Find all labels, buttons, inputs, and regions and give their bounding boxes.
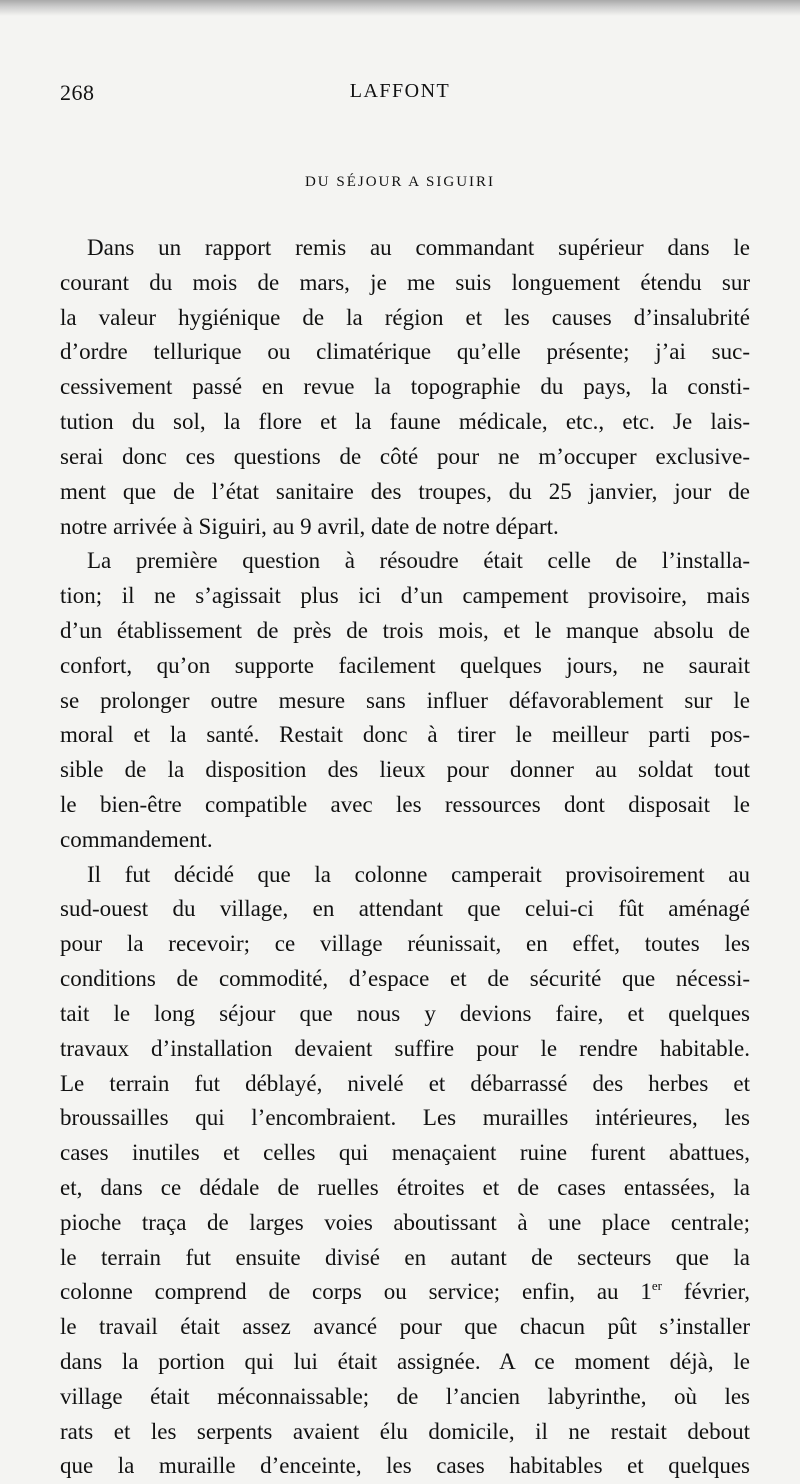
text-line: sud-ouest du village, en attendant que celui-ci fût aménagé (60, 896, 750, 922)
text-line-part: février, (683, 1279, 750, 1305)
text-line: le travail était assez avancé pour que chacun pût s’installer (60, 1314, 750, 1340)
text-line: cases inutiles et celles qui menaçaient ruine furent abattues, (60, 1140, 750, 1166)
text-line: serai donc ces questions de côté pour ne m’occuper exclusive- (60, 443, 750, 469)
text-line: dans la portion qui lui était assignée. A ce moment déjà, le (60, 1349, 750, 1374)
text-line: le terrain fut ensuite divisé en autant de secteurs que la (60, 1244, 750, 1270)
text-line: village était méconnaissable; de l’ancien labyrinthe, où les (60, 1383, 750, 1409)
text-line: cessivement passé en revue la topographie du pays, la consti- (60, 374, 750, 400)
text-line: Le terrain fut déblayé, nivelé et débarrassé des herbes et (60, 1070, 750, 1096)
text-line: commandement. (60, 826, 213, 852)
text-line: La première question à résoudre était celle de l’installa- (87, 548, 750, 574)
text-line: courant du mois de mars, je me suis longuement étendu sur (60, 269, 750, 295)
text-line: ment que de l’état sanitaire des troupes, du 25 janvier, jour de (60, 478, 750, 504)
text-line: le bien-être compatible avec les ressources dont disposait le (60, 792, 750, 817)
section-title: DU SÉJOUR A SIGUIRI (304, 174, 496, 190)
text-line: moral et la santé. Restait donc à tirer le meilleur parti pos- (60, 722, 750, 748)
body-text (60, 231, 750, 1484)
date-superscript: er (651, 1278, 663, 1294)
text-line: tait le long séjour que nous y devions faire, et quelques (60, 1000, 750, 1026)
text-line: confort, qu’on supporte facilement quelques jours, ne saurait (60, 652, 750, 678)
text-line: d’un établissement de près de trois mois, et le manque absolu de (60, 617, 750, 643)
text-line: la valeur hygiénique de la région et les causes d’insalubrité (60, 304, 750, 330)
text-line: Dans un rapport remis au commandant supérieur dans le (87, 235, 750, 260)
text-line: conditions de commodité, d’espace et de sécurité que nécessi- (60, 966, 750, 992)
text-line-part: colonne comprend de corps ou service; enfin, au (60, 1279, 619, 1305)
text-line: travaux d’installation devaient suffire pour le rendre habitable. (60, 1035, 750, 1061)
date-number: 1 (640, 1279, 652, 1305)
text-line-with-date (60, 1275, 750, 1310)
text-line: tution du sol, la flore et la faune médicale, etc., etc. Je lais- (60, 409, 750, 435)
text-line: Il fut décidé que la colonne camperait provisoirement au (87, 861, 750, 887)
running-head: LAFFONT (349, 80, 451, 102)
text-line: rats et les serpents avaient élu domicile, il ne restait debout (60, 1418, 750, 1444)
text-line: notre arrivée à Siguiri, au 9 avril, date de notre départ. (60, 513, 559, 539)
text-line: pioche traça de larges voies aboutissant à une place centrale; (60, 1209, 750, 1235)
text-line: et, dans ce dédale de ruelles étroites et de cases entassées, la (60, 1174, 750, 1200)
text-line: broussailles qui l’encombraient. Les murailles intérieures, les (60, 1105, 750, 1131)
text-line: d’ordre tellurique ou climatérique qu’elle présente; j’ai suc- (60, 339, 750, 365)
text-line: se prolonger outre mesure sans influer défavorablement sur le (60, 687, 750, 713)
text-line: pour la recevoir; ce village réunissait, en effet, toutes les (60, 931, 750, 957)
page-number: 268 (60, 80, 95, 105)
text-line: que la muraille d’enceinte, les cases habitables et quelques (60, 1453, 750, 1479)
text-line: tion; il ne s’agissait plus ici d’un campement provisoire, mais (60, 583, 750, 609)
text-line: sible de la disposition des lieux pour donner au soldat tout (60, 757, 750, 783)
